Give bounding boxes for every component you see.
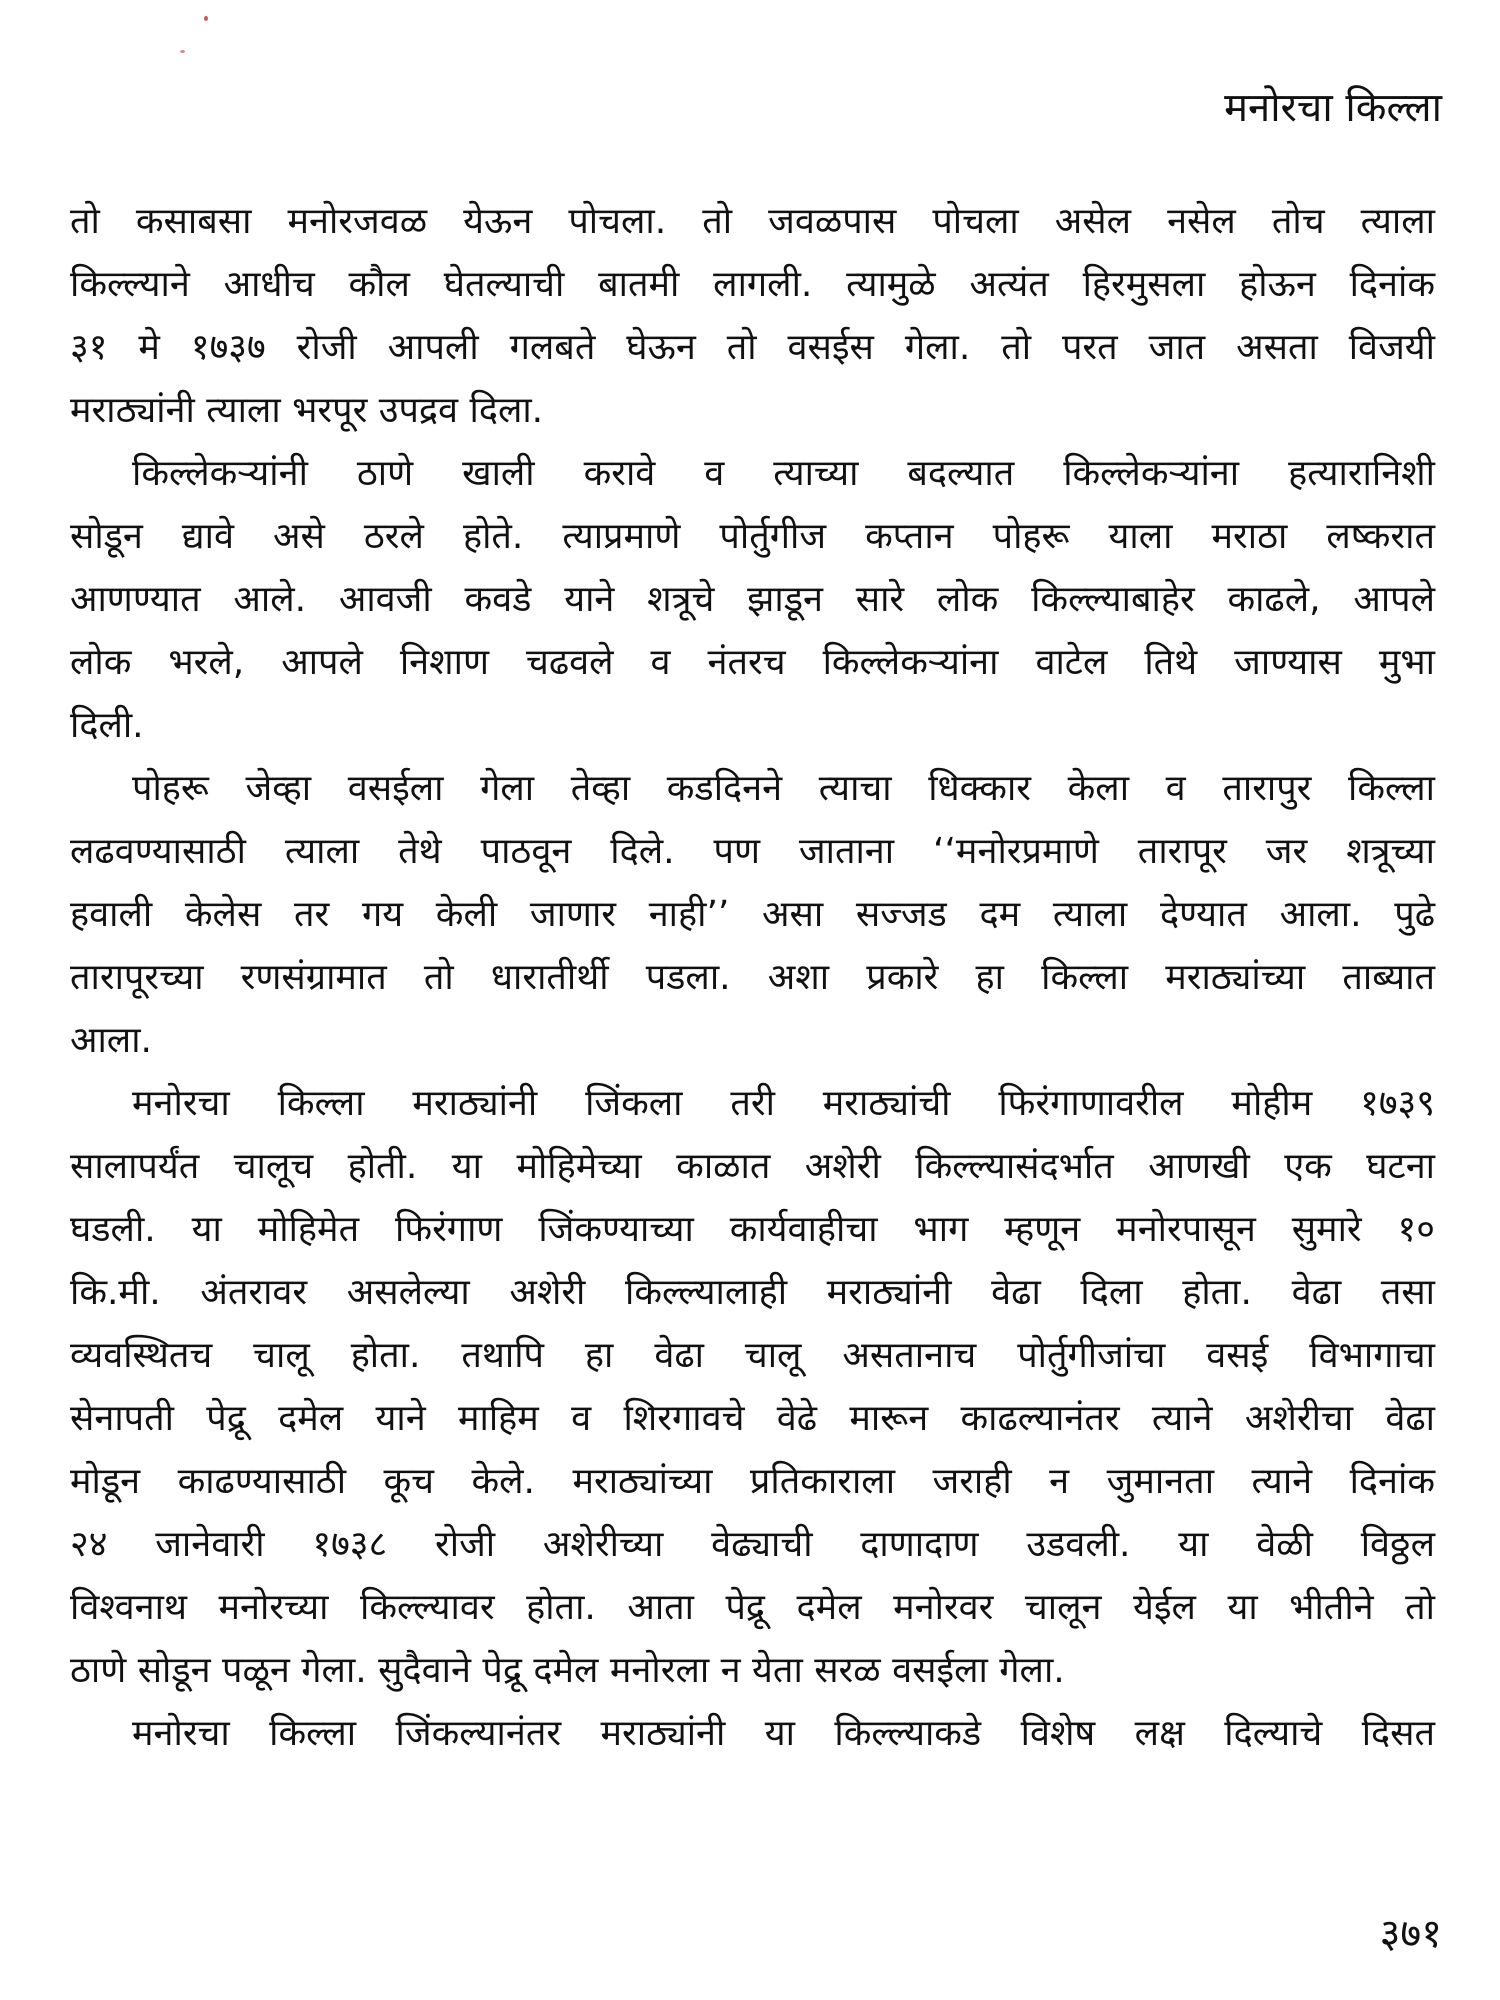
text-line: ३१ मे १७३७ रोजी आपली गलबते घेऊन तो वसईस गेला. तो परत जात असता विजयी [70,327,1435,368]
text-line: विश्वनाथ मनोरच्या किल्ल्यावर होता. आता पेद्रू दमेल मनोरवर चालून येईल या भीतीने तो [70,1587,1435,1628]
text-line: मराठ्यांनी त्याला भरपूर उपद्रव दिला. [70,390,544,431]
text-line: २४ जानेवारी १७३८ रोजी अशेरीच्या वेढ्याची दाणादाण उडवली. या वेळी विठ्ठल [70,1524,1435,1565]
text-line: मोडून काढण्यासाठी कूच केले. मराठ्यांच्या प्रतिकाराला जराही न जुमानता त्याने दिनांक [70,1461,1435,1502]
text-line: कि.मी. अंतरावर असलेल्या अशेरी किल्ल्यालाही मराठ्यांनी वेढा दिला होता. वेढा तसा [70,1272,1435,1313]
paragraph [70,1072,1435,1702]
text-line: मनोरचा किल्ला जिंकल्यानंतर मराठ्यांनी या किल्ल्याकडे विशेष लक्ष दिल्याचे दिसत [132,1713,1435,1754]
text-line: तारापूरच्या रणसंग्रामात तो धारातीर्थी पडला. अशा प्रकारे हा किल्ला मराठ्यांच्या ताब्यात [70,957,1435,998]
paragraph [70,442,1435,757]
text-line: दिली. [70,705,144,746]
paragraph [70,1702,1435,1765]
text-line: लोक भरले, आपले निशाण चढवले व नंतरच किल्लेकऱ्यांना वाटेल तिथे जाण्यास मुभा [70,642,1435,683]
text-line: लढवण्यासाठी त्याला तेथे पाठवून दिले. पण जाताना ‘‘मनोरप्रमाणे तारापूर जर शत्रूच्या [70,831,1435,872]
page-number: ३७१ [1379,1911,1442,1957]
running-header: मनोरचा किल्ला [1224,85,1442,131]
text-line: पोहरू जेव्हा वसईला गेला तेव्हा कडदिनने त्याचा धिक्कार केला व तारापुर किल्ला [132,768,1435,809]
ink-speck [204,16,208,21]
paragraph [70,190,1435,442]
text-line: हवाली केलेस तर गय केली जाणार नाही’’ असा सज्जड दम त्याला देण्यात आला. पुढे [70,894,1435,935]
text-line: तो कसाबसा मनोरजवळ येऊन पोचला. तो जवळपास पोचला असेल नसेल तोच त्याला [70,201,1435,242]
text-line: सेनापती पेद्रू दमेल याने माहिम व शिरगावचे वेढे मारून काढल्यानंतर त्याने अशेरीचा वेढा [70,1398,1435,1439]
text-line: आला. [70,1020,152,1061]
text-line: किल्ल्याने आधीच कौल घेतल्याची बातमी लागली. त्यामुळे अत्यंत हिरमुसला होऊन दिनांक [70,264,1435,305]
body-text [70,190,1435,1765]
text-line: व्यवस्थितच चालू होता. तथापि हा वेढा चालू असतानाच पोर्तुगीजांचा वसई विभागाचा [70,1335,1435,1376]
text-line: आणण्यात आले. आवजी कवडे याने शत्रूचे झाडून सारे लोक किल्ल्याबाहेर काढले, आपले [70,579,1435,620]
paragraph [70,757,1435,1072]
text-line: किल्लेकऱ्यांनी ठाणे खाली करावे व त्याच्या बदल्यात किल्लेकऱ्यांना हत्यारानिशी [132,453,1435,494]
text-line: ठाणे सोडून पळून गेला. सुदैवाने पेद्रू दमेल मनोरला न येता सरळ वसईला गेला. [70,1650,1065,1691]
ink-speck [180,50,185,53]
text-line: सालापर्यंत चालूच होती. या मोहिमेच्या काळात अशेरी किल्ल्यासंदर्भात आणखी एक घटना [70,1146,1435,1187]
text-line: मनोरचा किल्ला मराठ्यांनी जिंकला तरी मराठ्यांची फिरंगाणावरील मोहीम १७३९ [132,1083,1435,1124]
text-line: सोडून द्यावे असे ठरले होते. त्याप्रमाणे पोर्तुगीज कप्तान पोहरू याला मराठा लष्करात [70,516,1435,557]
text-line: घडली. या मोहिमेत फिरंगाण जिंकण्याच्या कार्यवाहीचा भाग म्हणून मनोरपासून सुमारे १० [70,1209,1435,1250]
